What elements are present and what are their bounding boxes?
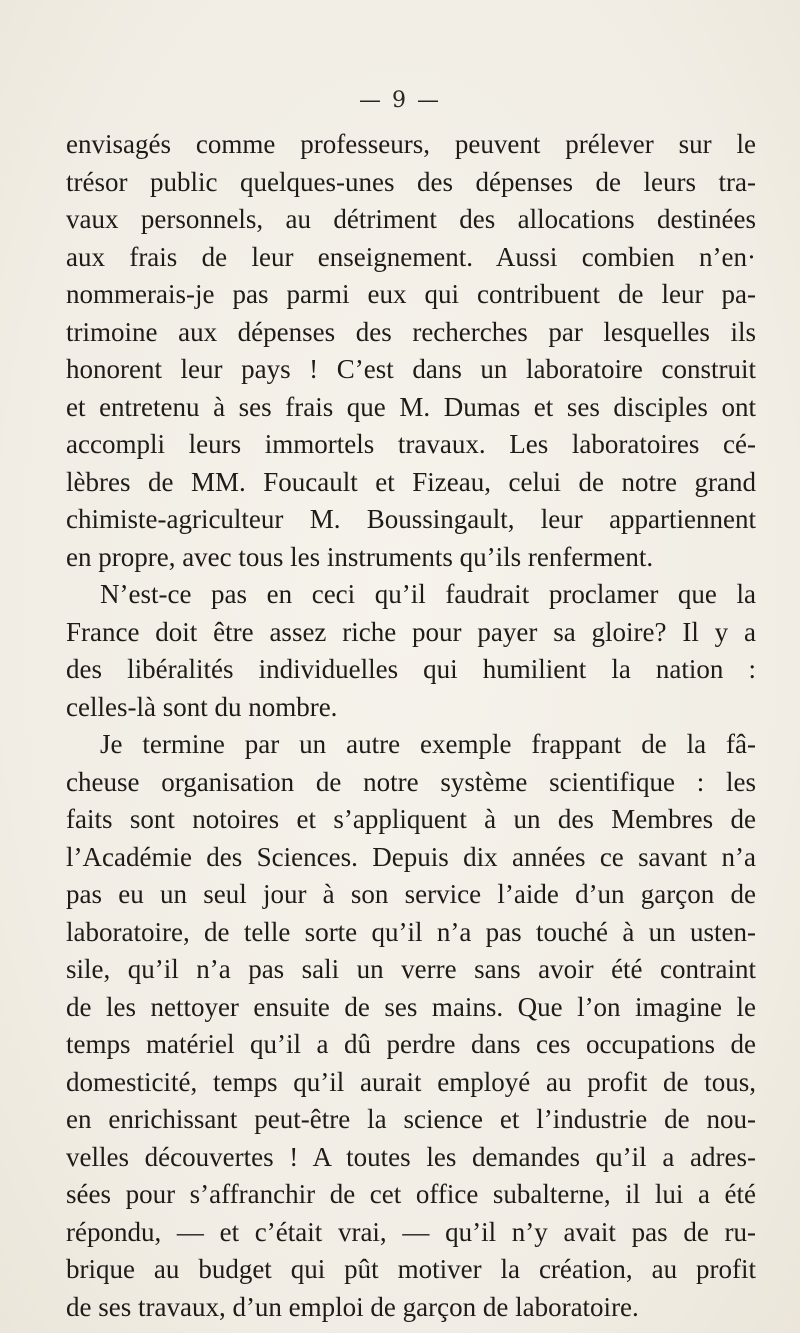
text-line: chimiste-agriculteur M. Boussingault, leur appartiennent [66, 504, 756, 534]
text-line: et entretenu à ses frais que M. Dumas et ses disciples ont [66, 391, 756, 422]
text-line: vaux personnels, au détriment des allocations destinées [66, 204, 756, 234]
text-line: sile, qu’il n’a pas sali un verre sans avoir été contraint [66, 954, 756, 984]
text-line: celles-là sont du nombre. [66, 691, 338, 722]
text-line: lèbres de MM. Foucault et Fizeau, celui de notre grand [66, 466, 756, 497]
text-line: velles découvertes ! A toutes les demandes qu’il a adres- [66, 1141, 756, 1172]
text-line: trimoine aux dépenses des recherches par lesquelles ils [66, 316, 756, 347]
text-line: accompli leurs immortels travaux. Les laboratoires cé- [66, 429, 756, 459]
text-line: aux frais de leur enseignement. Aussi combien n’en· [66, 241, 756, 272]
page-number: — 9 — [359, 88, 441, 113]
text-line: trésor public quelques-unes des dépenses de leurs tra- [66, 166, 756, 197]
text-line: brique au budget qui pût motiver la création, au profit [66, 1254, 756, 1284]
text-line: laboratoire, de telle sorte qu’il n’a pas touché à un usten- [66, 916, 756, 947]
text-line: de ses travaux, d’un emploi de garçon de laboratoire. [66, 1291, 639, 1322]
text-line: honorent leur pays ! C’est dans un laboratoire construit [66, 354, 756, 384]
text-line: N’est-ce pas en ceci qu’il faudrait proclamer que la [100, 579, 756, 609]
text-line: répondu, — et c’était vrai, — qu’il n’y avait pas de ru- [66, 1216, 756, 1247]
text-line: de les nettoyer ensuite de ses mains. Que l’on imagine le [66, 991, 756, 1022]
text-line: des libéralités individuelles qui humilient la nation : [66, 654, 756, 684]
text-line: France doit être assez riche pour payer sa gloire? Il y a [66, 616, 756, 647]
text-line: sées pour s’affranchir de cet office subalterne, il lui a été [66, 1179, 756, 1209]
text-line: cheuse organisation de notre système scientifique : les [66, 766, 756, 797]
text-line: Je termine par un autre exemple frappant de la fâ- [100, 729, 756, 759]
text-line: envisagés comme professeurs, peuvent prélever sur le [66, 129, 756, 159]
text-line: temps matériel qu’il a dû perdre dans ces occupations de [66, 1029, 756, 1059]
text-line: domesticité, temps qu’il aurait employé au profit de tous, [66, 1066, 756, 1097]
text-line: en enrichissant peut-être la science et l’industrie de nou- [66, 1104, 756, 1134]
text-line: faits sont notoires et s’appliquent à un des Membres de [66, 804, 756, 834]
text-line: l’Académie des Sciences. Depuis dix années ce savant n’a [66, 841, 756, 872]
body-text [66, 126, 756, 1326]
text-line: en propre, avec tous les instruments qu’ils renferment. [66, 541, 654, 572]
text-line: pas eu un seul jour à son service l’aide d’un garçon de [66, 879, 756, 909]
text-line: nommerais-je pas parmi eux qui contribuent de leur pa- [66, 279, 756, 309]
